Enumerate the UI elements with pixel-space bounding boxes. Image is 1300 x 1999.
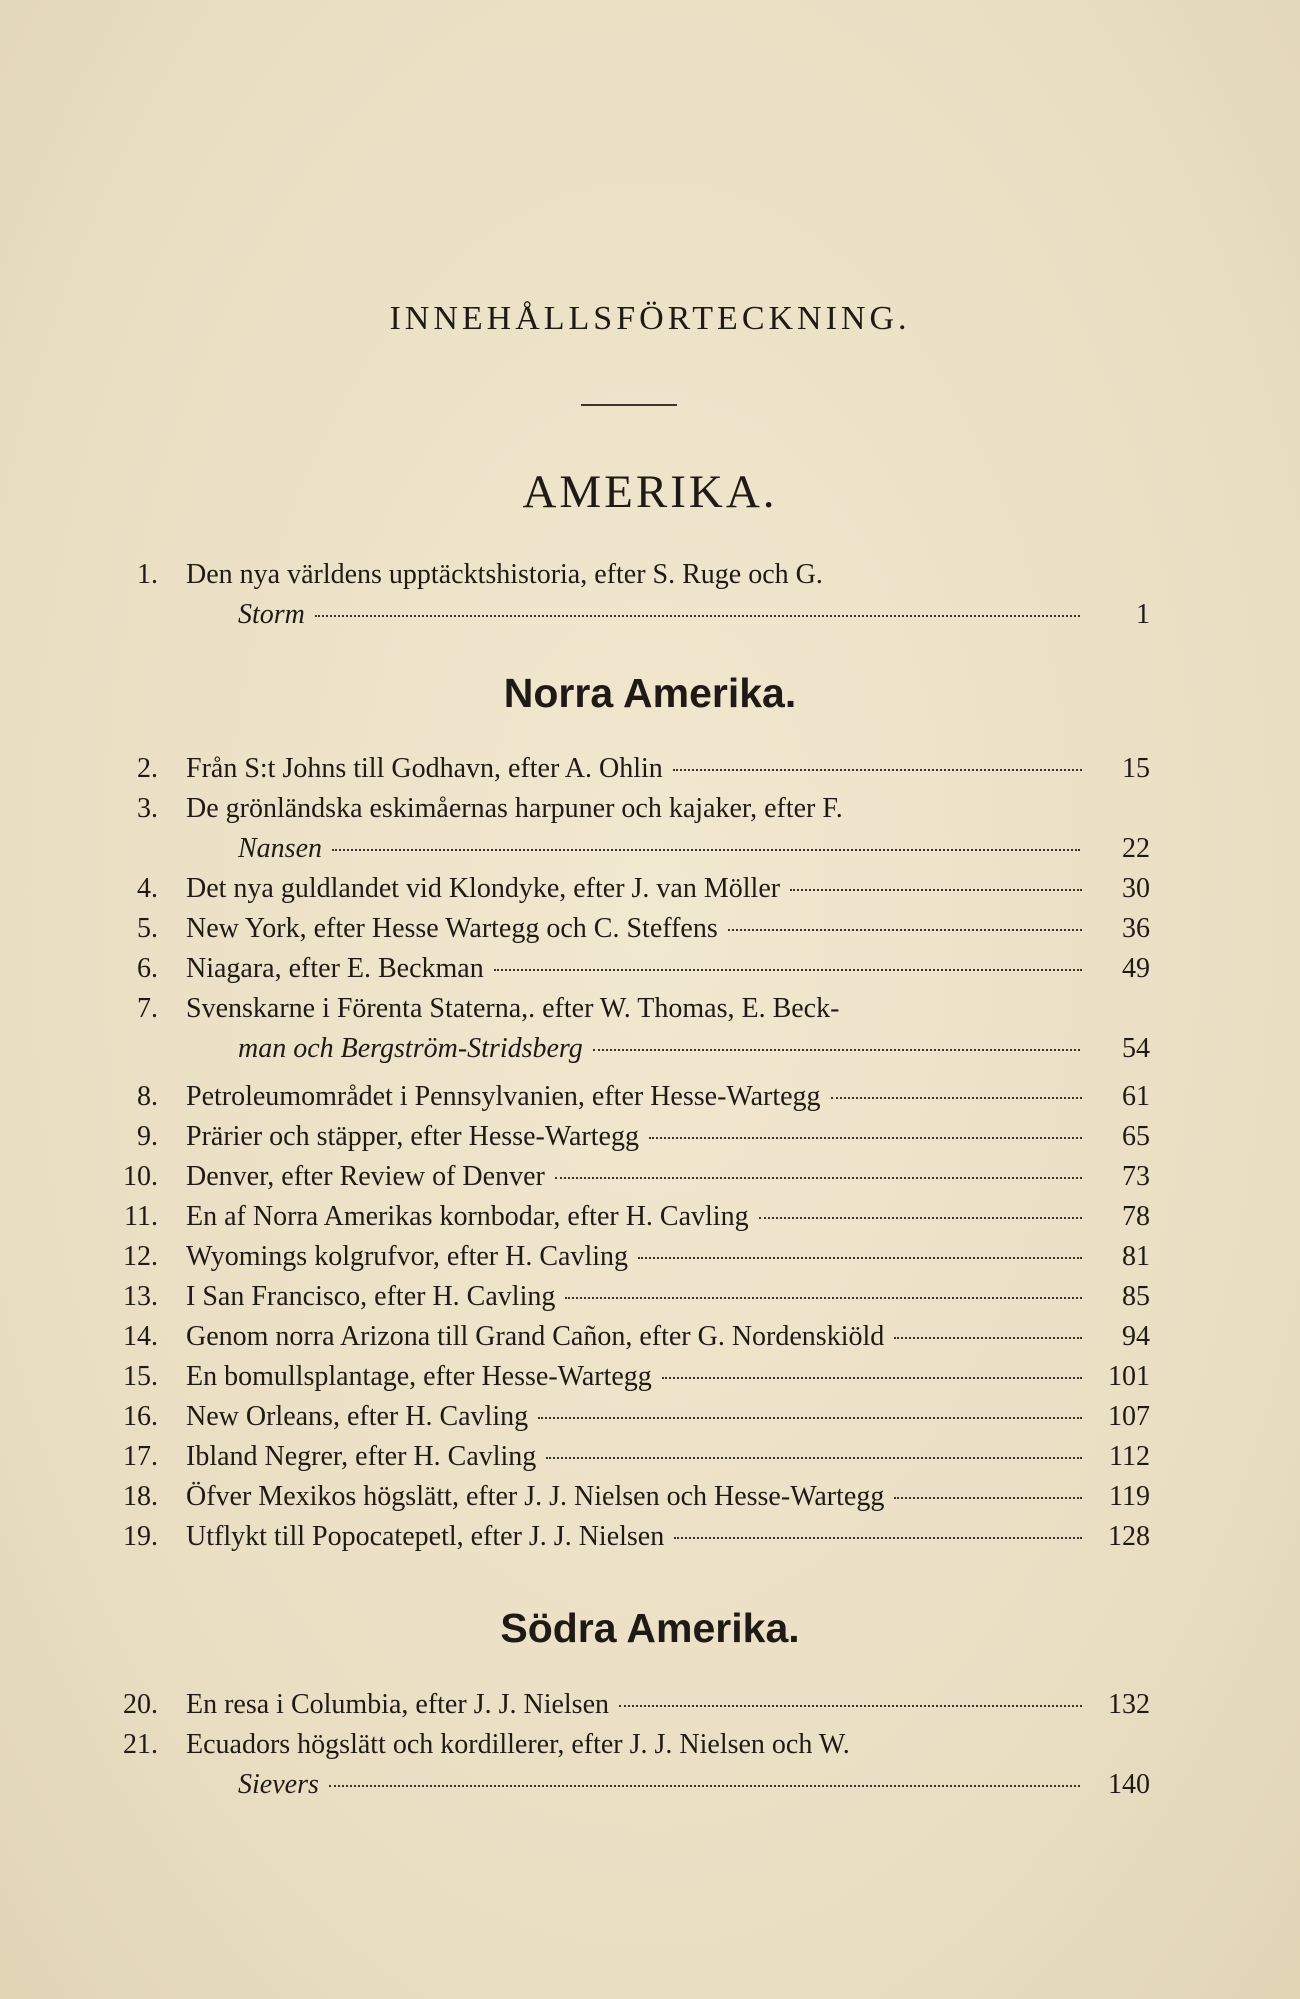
entry-title: Niagara, efter E. Beckman: [186, 953, 484, 984]
entry-page: 36: [1122, 913, 1150, 944]
entry-page: 65: [1122, 1121, 1150, 1152]
entry-number: 13.: [123, 1281, 158, 1312]
entry-number: 7.: [137, 993, 158, 1024]
entry-page: 119: [1109, 1481, 1150, 1512]
entry-page: 54: [1122, 1033, 1150, 1064]
entry-page: 85: [1122, 1281, 1150, 1312]
entry-title: En af Norra Amerikas kornbodar, efter H. Cavling: [186, 1201, 749, 1232]
entry-title: Ecuadors högslätt och kordillerer, efter J. J. Nielsen och W.: [186, 1729, 850, 1760]
entry-title: Wyomings kolgrufvor, efter H. Cavling: [186, 1241, 628, 1272]
entry-title: Denver, efter Review of Denver: [186, 1161, 545, 1192]
leader-dots: [790, 889, 1082, 891]
entry-title: Prärier och stäpper, efter Hesse-Wartegg: [186, 1121, 639, 1152]
entry-title: Svenskarne i Förenta Staterna,. efter W. Thomas, E. Beck-: [186, 993, 840, 1024]
entry-title: En resa i Columbia, efter J. J. Nielsen: [186, 1689, 610, 1720]
leader-dots: [619, 1705, 1082, 1707]
leader-dots: [674, 1537, 1082, 1539]
entry-number: 1.: [137, 559, 158, 590]
entry-number: 15.: [123, 1361, 158, 1392]
entry-page: 132: [1108, 1689, 1150, 1720]
entry-number: 17.: [123, 1441, 158, 1472]
entry-number: 16.: [123, 1401, 158, 1432]
entry-page: 49: [1122, 953, 1150, 984]
entry-page: 73: [1122, 1161, 1150, 1192]
entry-number: 18.: [123, 1481, 158, 1512]
leader-dots: [759, 1217, 1082, 1219]
entry-title: Petroleumområdet i Pennsylvanien, efter Hesse-Wartegg: [186, 1081, 821, 1112]
leader-dots: [332, 849, 1080, 851]
entry-number: 8.: [137, 1081, 158, 1112]
title-divider: [581, 404, 677, 406]
entry-title: I San Francisco, efter H. Cavling: [186, 1281, 556, 1312]
entry-number: 11.: [124, 1201, 158, 1232]
entry-title: Genom norra Arizona till Grand Cañon, efter G. Nordenskiöld: [186, 1321, 885, 1352]
entry-title: En bomullsplantage, efter Hesse-Wartegg: [186, 1361, 652, 1392]
entry-number: 9.: [137, 1121, 158, 1152]
entry-number: 19.: [123, 1521, 158, 1552]
leader-dots: [662, 1377, 1082, 1379]
leader-dots: [593, 1049, 1080, 1051]
entry-title: Utflykt till Popocatepetl, efter J. J. Nielsen: [186, 1521, 665, 1552]
leader-dots: [649, 1137, 1082, 1139]
entry-number: 21.: [123, 1729, 158, 1760]
entry-title: Det nya guldlandet vid Klondyke, efter J. van Möller: [186, 873, 781, 904]
leader-dots: [894, 1337, 1082, 1339]
leader-dots: [728, 929, 1082, 931]
entry-author: Nansen: [238, 833, 322, 864]
entry-title: Från S:t Johns till Godhavn, efter A. Ohlin: [186, 753, 663, 784]
entry-page: 94: [1122, 1321, 1150, 1352]
leader-dots: [555, 1177, 1082, 1179]
entry-number: 4.: [137, 873, 158, 904]
entry-number: 3.: [137, 793, 158, 824]
entry-number: 20.: [123, 1689, 158, 1720]
entry-title: New Orleans, efter H. Cavling: [186, 1401, 529, 1432]
entry-page: 61: [1122, 1081, 1150, 1112]
leader-dots: [831, 1097, 1082, 1099]
entry-page: 101: [1108, 1361, 1150, 1392]
entry-number: 2.: [137, 753, 158, 784]
entry-number: 6.: [137, 953, 158, 984]
leader-dots: [538, 1417, 1082, 1419]
entry-title: Öfver Mexikos högslätt, efter J. J. Nielsen och Hesse-Wartegg: [186, 1481, 885, 1512]
entry-author: man och Bergström-Stridsberg: [238, 1033, 583, 1064]
entry-author: Sievers: [238, 1769, 319, 1800]
leader-dots: [494, 969, 1082, 971]
entry-page: 78: [1122, 1201, 1150, 1232]
entry-number: 14.: [123, 1321, 158, 1352]
leader-dots: [315, 615, 1080, 617]
leader-dots: [565, 1297, 1082, 1299]
leader-dots: [638, 1257, 1082, 1259]
entry-page: 140: [1108, 1769, 1150, 1800]
entry-number: 12.: [123, 1241, 158, 1272]
entry-page: 22: [1122, 833, 1150, 864]
entry-page: 15: [1122, 753, 1150, 784]
entry-number: 10.: [123, 1161, 158, 1192]
entry-title: De grönländska eskimåernas harpuner och kajaker, efter F.: [186, 793, 843, 824]
leader-dots: [329, 1785, 1080, 1787]
entry-title: New York, efter Hesse Wartegg och C. Steffens: [186, 913, 718, 944]
section-heading-north: Norra Amerika.: [503, 670, 797, 716]
entry-page: 128: [1108, 1521, 1150, 1552]
entry-page: 81: [1122, 1241, 1150, 1272]
entry-author: Storm: [238, 599, 305, 630]
part-heading: AMERIKA.: [522, 466, 778, 518]
leader-dots: [894, 1497, 1082, 1499]
page-title: INNEHÅLLSFÖRTECKNING.: [389, 300, 911, 337]
entry-title: Den nya världens upptäcktshistoria, efter S. Ruge och G.: [186, 559, 823, 590]
section-heading-south: Södra Amerika.: [500, 1605, 800, 1651]
entry-page: 1: [1136, 599, 1150, 630]
leader-dots: [546, 1457, 1082, 1459]
entry-page: 112: [1109, 1441, 1150, 1472]
leader-dots: [673, 769, 1082, 771]
entry-title: Ibland Negrer, efter H. Cavling: [186, 1441, 537, 1472]
entry-page: 107: [1108, 1401, 1150, 1432]
entry-number: 5.: [137, 913, 158, 944]
entry-page: 30: [1122, 873, 1150, 904]
